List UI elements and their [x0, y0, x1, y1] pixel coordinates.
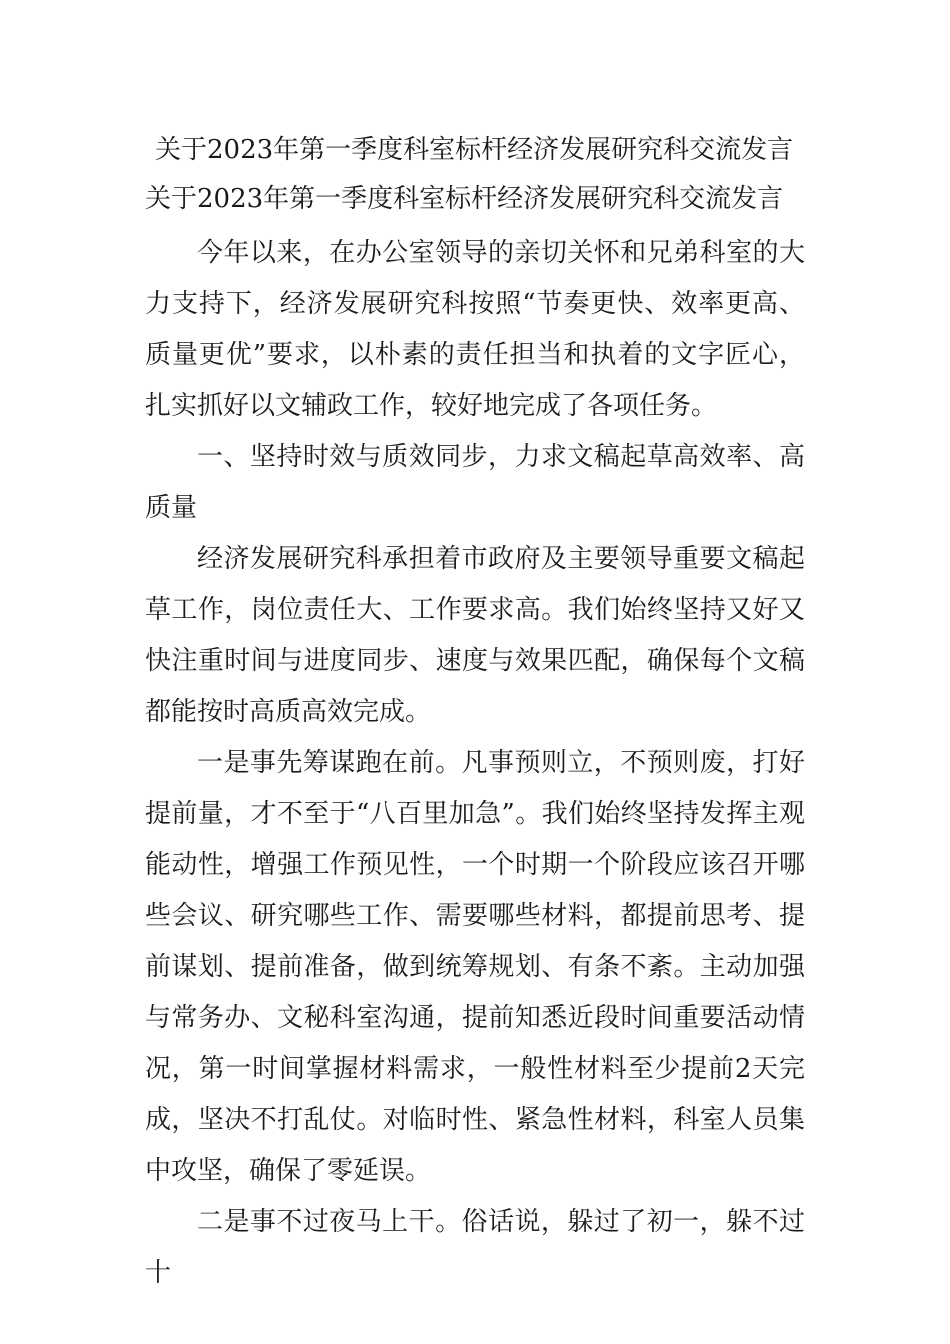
document-body: [145, 228, 805, 1299]
paragraph-section-1: 经济发展研究科承担着市政府及主要领导重要文稿起草工作，岗位责任大、工作要求高。我们始终坚持又好又快注重时间与进度同步、速度与效果匹配，确保每个文稿都能按时高质高效完成。: [145, 544, 805, 727]
paragraph-point-2: 二是事不过夜马上干。俗话说，躲过了初一，躲不过十: [145, 1207, 805, 1288]
paragraph-point-1: 一是事先筹谋跑在前。凡事预则立，不预则废，打好提前量，才不至于“八百里加急”。我们始终坚持发挥主观能动性，增强工作预见性，一个时期一个阶段应该召开哪些会议、研究哪些工作、需要哪些材料，都提前思考、提前谋划、提前准备，做到统筹规划、有条不紊。主动加强与常务办、文秘科室沟通，提前知悉近段时间重要活动情况，第一时间掌握材料需求，一般性材料至少提前2天完成，坚决不打乱仗。对临时性、紧急性材料，科室人员集中攻坚，确保了零延误。: [145, 748, 805, 1186]
paragraph-intro: 今年以来，在办公室领导的亲切关怀和兄弟科室的大力支持下，经济发展研究科按照“节奏更快、效率更高、质量更优”要求，以朴素的责任担当和执着的文字匠心，扎实抓好以文辅政工作，较好地完成了各项任务。: [145, 238, 805, 421]
document-title: 关于2023年第一季度科室标杆经济发展研究科交流发言: [155, 135, 794, 165]
section-heading-1: 一、坚持时效与质效同步，力求文稿起草高效率、高质量: [145, 442, 805, 523]
document-title-repeat: 关于2023年第一季度科室标杆经济发展研究科交流发言: [145, 184, 784, 214]
